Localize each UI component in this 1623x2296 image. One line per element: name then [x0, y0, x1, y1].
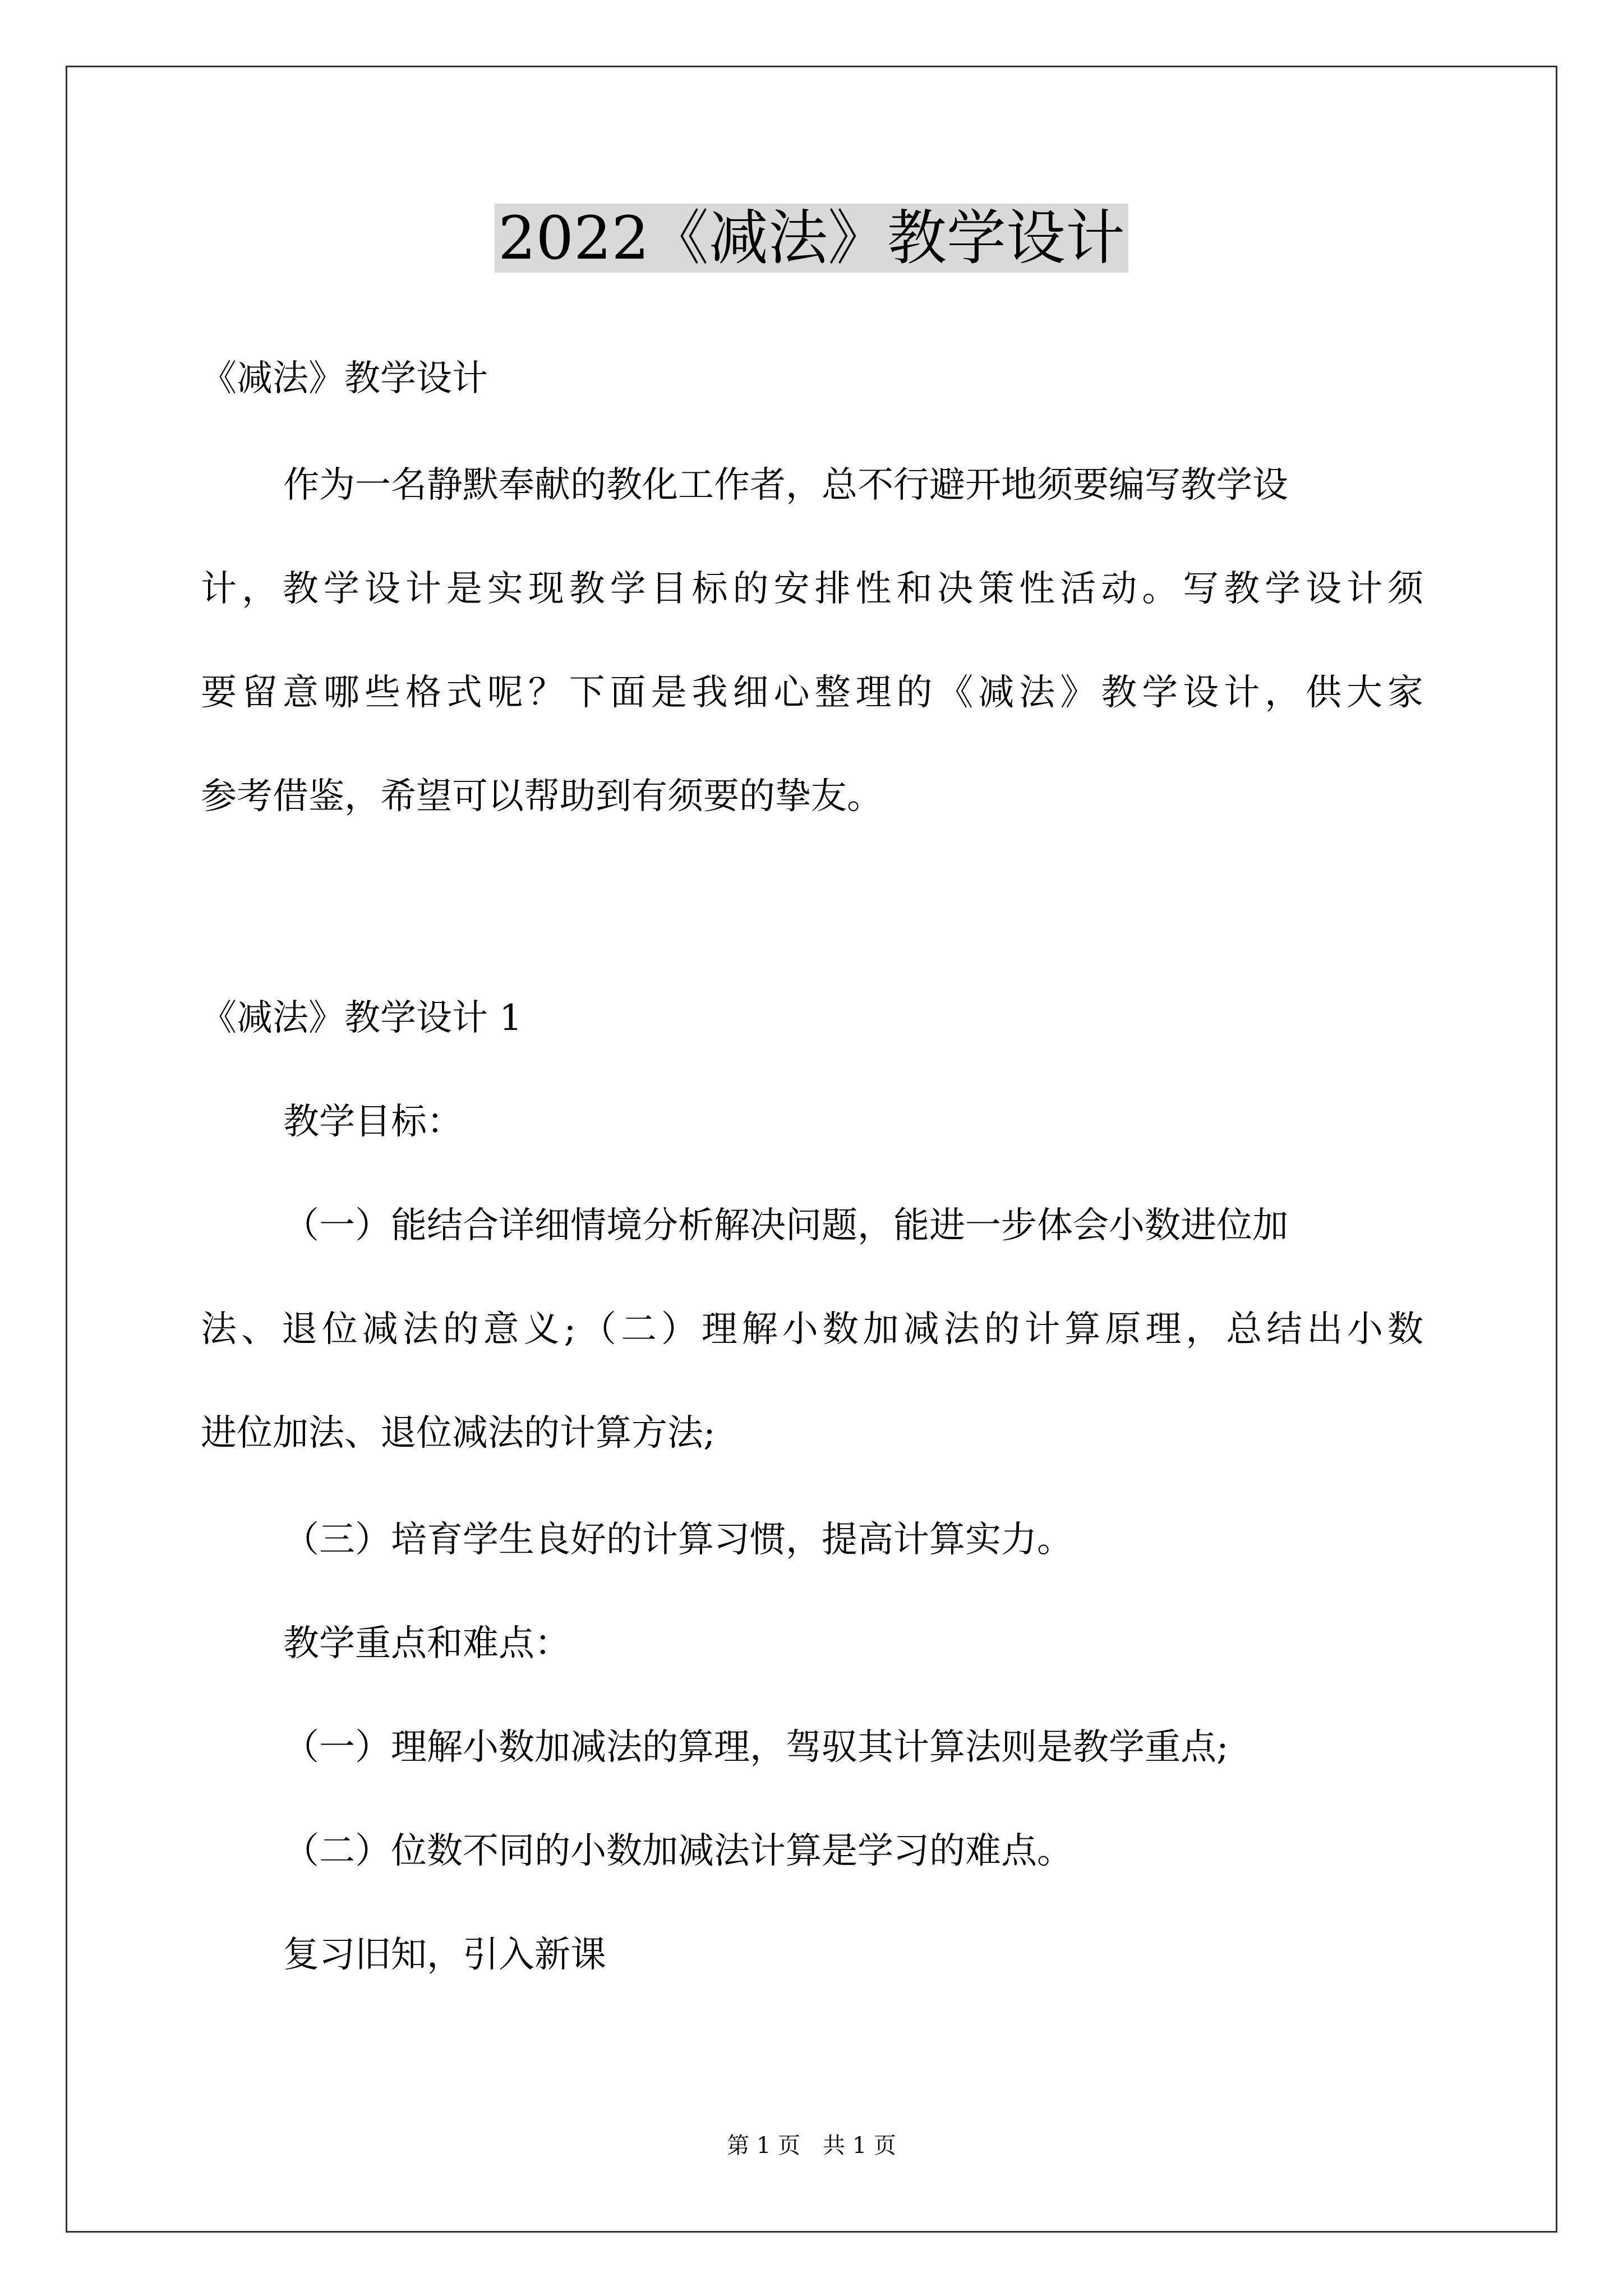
- paragraph-line: 教学重点和难点：: [283, 1623, 570, 1664]
- paragraph-line: 作为一名静默奉献的教化工作者，总不行避开地须要编写教学设: [283, 464, 1288, 506]
- paragraph-line: 要留意哪些格式呢？下面是我细心整理的《减法》教学设计，供大家: [201, 672, 1423, 714]
- section-heading: 《减法》教学设计: [201, 358, 488, 399]
- paragraph-line: （二）位数不同的小数加减法计算是学习的难点。: [283, 1830, 1073, 1872]
- section-heading: 《减法》教学设计 1: [201, 997, 523, 1039]
- paragraph-line: 教学目标：: [283, 1101, 463, 1143]
- paragraph-line: 复习旧知，引入新课: [283, 1934, 606, 1976]
- paragraph-line: 参考借鉴，希望可以帮助到有须要的挚友。: [201, 776, 883, 817]
- paragraph-line: 法、退位减法的意义;（二）理解小数加减法的计算原理，总结出小数: [201, 1309, 1423, 1350]
- paragraph-line: （三）培育学生良好的计算习惯，提高计算实力。: [283, 1519, 1073, 1561]
- paragraph-line: 计，教学设计是实现教学目标的安排性和决策性活动。写教学设计须: [201, 568, 1423, 610]
- paragraph-line: （一）能结合详细情境分析解决问题，能进一步体会小数进位加: [283, 1205, 1288, 1246]
- document-title: 2022《减法》教学设计: [0, 202, 1623, 275]
- paragraph-line: 进位加法、退位减法的计算方法;: [201, 1412, 716, 1454]
- paragraph-line: （一）理解小数加减法的算理，驾驭其计算法则是教学重点;: [283, 1727, 1229, 1768]
- page-footer: 第 1 页 共 1 页: [727, 2133, 896, 2159]
